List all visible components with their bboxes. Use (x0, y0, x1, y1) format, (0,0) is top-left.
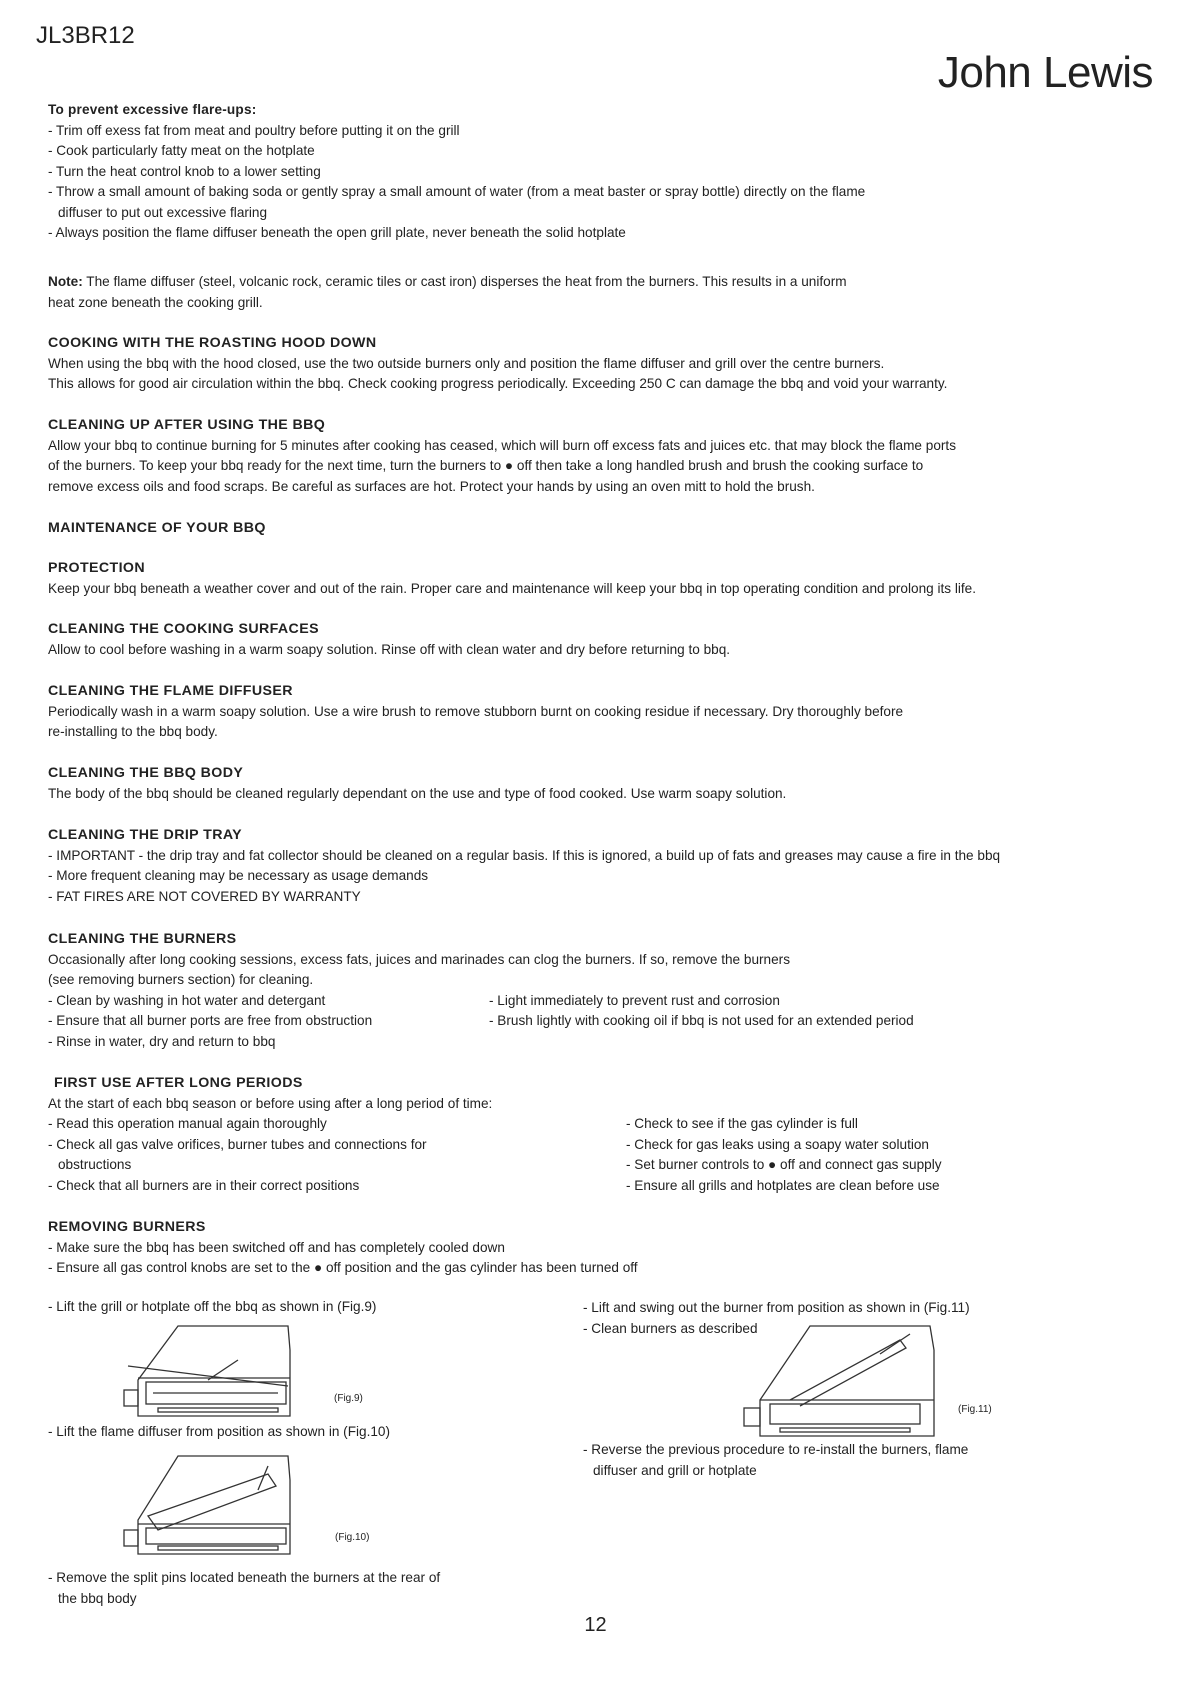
surfaces-section (48, 619, 1148, 660)
step-text: - Lift the flame diffuser from position as shown in (Fig.10) (48, 1424, 391, 1439)
paragraph-line: - Ensure all gas control knobs are set to the ● off position and the gas cylinder has been turned off (48, 1260, 638, 1275)
step-text: - Lift and swing out the burner from position as shown in (Fig.11) (583, 1300, 970, 1315)
paragraph-line: remove excess oils and food scraps. Be careful as surfaces are hot. Protect your hands by using an oven mitt to hold the brush. (48, 478, 815, 494)
body-section (48, 763, 1148, 804)
list-item: obstructions (58, 1157, 132, 1172)
step-text-block (48, 1568, 440, 1609)
flare-item: - Throw a small amount of baking soda or gently spray a small amount of water (from a meat baster or spray bottle) directly on the flame (48, 184, 866, 199)
paragraph-line: - FAT FIRES ARE NOT COVERED BY WARRANTY (48, 888, 361, 904)
paragraph-line: - More frequent cleaning may be necessary as usage demands (48, 868, 429, 883)
flare-section (48, 100, 1148, 244)
figure-10-label: (Fig.10) (335, 1532, 370, 1543)
paragraph-line: This allows for good air circulation within the bbq. Check cooking progress periodically. Exceeding 250 C can damage the bbq and void your warranty. (48, 376, 948, 391)
model-code: JL3BR12 (36, 22, 135, 49)
paragraph-line: re-installing to the bbq body. (48, 724, 218, 739)
list-item: - Check that all burners are in their correct positions (48, 1177, 360, 1193)
paragraph-line: The body of the bbq should be cleaned regularly dependant on the use and type of food cooked. Use warm soapy solution. (48, 785, 787, 801)
flare-title: To prevent excessive flare-ups: (48, 102, 257, 117)
paragraph-line: of the burners. To keep your bbq ready for the next time, turn the burners to ● off then take a long handled brush and brush the cooking surface to (48, 458, 924, 473)
flare-item: - Cook particularly fatty meat on the hotplate (48, 143, 315, 158)
list-item: - Rinse in water, dry and return to bbq (48, 1033, 276, 1049)
removing-section (48, 1217, 1148, 1279)
figure-9-diagram (118, 1320, 298, 1420)
section-heading: PROTECTION (48, 560, 146, 576)
brand-logo: John Lewis (937, 48, 1153, 97)
list-item: - Brush lightly with cooking oil if bbq is not used for an extended period (489, 1013, 914, 1028)
firstuse-section (48, 1073, 1148, 1198)
flare-item: - Always position the flame diffuser beneath the open grill plate, never beneath the solid hotplate (48, 225, 626, 240)
figure-11-diagram (730, 1320, 950, 1440)
note-section (48, 272, 1148, 313)
diffuser-section (48, 681, 1148, 743)
paragraph-line: - IMPORTANT - the drip tray and fat collector should be cleaned on a regular basis. If this is ignored, a build up of fats and greases may cause a fire in the bbq (48, 847, 1001, 863)
list-item: - Set burner controls to ● off and connect gas supply (626, 1157, 942, 1172)
list-item: - Read this operation manual again thoroughly (48, 1116, 327, 1131)
list-item: - Check all gas valve orifices, burner tubes and connections for (48, 1136, 427, 1152)
list-item: - Clean by washing in hot water and detergant (48, 992, 326, 1008)
section-heading: CLEANING THE COOKING SURFACES (48, 621, 319, 637)
burners-section (48, 929, 1148, 1053)
list-item: - Light immediately to prevent rust and corrosion (489, 992, 780, 1008)
paragraph-line: Occasionally after long cooking sessions, excess fats, juices and marinades can clog the burners. If so, remove the burners (48, 951, 790, 967)
step-text: - Clean burners as described (583, 1320, 758, 1336)
section-heading: REMOVING BURNERS (48, 1219, 206, 1235)
flare-item: - Turn the heat control knob to a lower setting (48, 163, 321, 179)
flare-item: diffuser to put out excessive flaring (58, 204, 268, 220)
section-heading: MAINTENANCE OF YOUR BBQ (48, 520, 266, 536)
cleanup-section (48, 415, 1148, 497)
section-heading: COOKING WITH THE ROASTING HOOD DOWN (48, 335, 377, 351)
step-text: diffuser and grill or hotplate (593, 1462, 757, 1478)
section-heading: CLEANING THE FLAME DIFFUSER (48, 683, 293, 699)
section-heading: CLEANING THE BURNERS (48, 931, 237, 947)
paragraph-line: At the start of each bbq season or before using after a long period of time: (48, 1095, 493, 1111)
flare-item: - Trim off exess fat from meat and poultry before putting it on the grill (48, 122, 460, 138)
section-heading: CLEANING UP AFTER USING THE BBQ (48, 417, 326, 433)
paragraph-line: Keep your bbq beneath a weather cover and out of the rain. Proper care and maintenance will keep your bbq in top operating condition and prolong its life. (48, 580, 976, 596)
figure-10-diagram (118, 1450, 298, 1560)
step-text: - Lift the grill or hotplate off the bbq as shown in (Fig.9) (48, 1299, 377, 1314)
list-item: - Ensure that all burner ports are free from obstruction (48, 1013, 373, 1028)
paragraph-line: Allow to cool before washing in a warm soapy solution. Rinse off with clean water and dry before returning to bbq. (48, 641, 731, 657)
paragraph-line: Allow your bbq to continue burning for 5 minutes after cooking has ceased, which will burn off excess fats and juices etc. that may block the flame ports (48, 437, 956, 453)
paragraph-line: - Make sure the bbq has been switched off and has completely cooled down (48, 1239, 505, 1255)
note-label: Note: (48, 274, 83, 289)
section-heading: FIRST USE AFTER LONG PERIODS (54, 1075, 303, 1091)
paragraph-line: Periodically wash in a warm soapy solution. Use a wire brush to remove stubborn burnt on cooking residue if necessary. Dry thoroughly before (48, 703, 904, 719)
section-heading: CLEANING THE DRIP TRAY (48, 827, 243, 843)
step-text: - Reverse the previous procedure to re-install the burners, flame (583, 1442, 969, 1457)
step-text-block (583, 1440, 968, 1481)
hood-section (48, 333, 1148, 395)
list-item: - Ensure all grills and hotplates are clean before use (626, 1177, 940, 1193)
paragraph-line: (see removing burners section) for cleaning. (48, 972, 314, 987)
figure-9-label: (Fig.9) (334, 1393, 363, 1404)
list-item: - Check to see if the gas cylinder is full (626, 1116, 858, 1131)
paragraph-line: When using the bbq with the hood closed, use the two outside burners only and position the flame diffuser and grill over the centre burners. (48, 355, 885, 371)
section-heading: CLEANING THE BBQ BODY (48, 765, 244, 781)
note-text: heat zone beneath the cooking grill. (48, 294, 263, 310)
figure-11-label: (Fig.11) (958, 1404, 992, 1415)
step-text: the bbq body (58, 1590, 137, 1606)
list-item: - Check for gas leaks using a soapy water solution (626, 1136, 929, 1152)
step-text: - Remove the split pins located beneath the burners at the rear of (48, 1570, 441, 1585)
page-number: 12 (584, 1614, 607, 1636)
protection-section (48, 558, 1148, 599)
drip-section (48, 825, 1148, 907)
note-text: The flame diffuser (steel, volcanic rock, ceramic tiles or cast iron) disperses the heat from the burners. This results in a uniform (82, 274, 847, 289)
maintenance-heading-block (48, 518, 1148, 539)
